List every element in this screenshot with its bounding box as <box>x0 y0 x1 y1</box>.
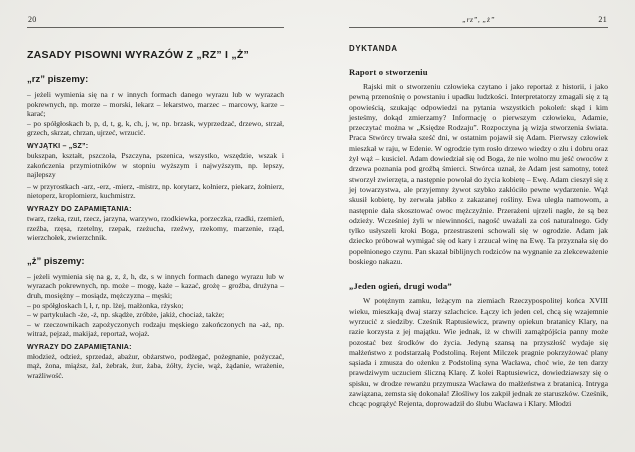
z-remember-list: młodzież, odzież, sprzedaż, abażur, obżarstwo, podżegać, pożegnanie, pożyczać, mąż, żona, miąższ, żal, żebrak, żur, żaba, żółty, życie, wąż, żądanie, wrażenie, wrażliwość. <box>27 351 284 381</box>
page-number-left: 20 <box>28 15 37 24</box>
page-right <box>349 0 608 452</box>
article-1-body: Rajski mit o stworzeniu człowieka czytano i jako reportaż z historii, i jako pewną przenośnię o powstaniu i upadku ludzkości. Interpretatorzy zmagali się z tą opowieścią, szukając odpowiedzi na pytania wszystkich pokoleń: skąd i kim jesteśmy, dokąd zmierzamy? Informację o pierwszym człowieku, Adamie, przeczytać można w „Księdze Rodzaju”. Rozpoczyna ją wizja stworzenia świata. Praca Stwórcy trwała sześć dni, w ostatnim pojawił się Adam. Pierwszy człowiek mieszkał w raju, w Edenie. W ogrodzie tym rosło drzewo wiedzy o złu i dobru oraz żył wąż – kusiciel. Adam dowiedział się od Boga, że nie wolno mu jeść owoców z drzewa poznania pod groźbą śmierci. Stwórca uznał, że Adam jest samotny, toteż stworzył zwierzęta, a następnie powołał do życia kobietę – Ewę. Adam cieszył się z jej towarzystwa, ale przyjemny żywot szybko zakłóciło pewne wydarzenie. Wąż skusił kobietę, by zerwała jabłko z zakazanej rośliny. Ewa uległa namowom, a następnie dała skosztować owoc mężczyźnie. Przerażeni ujrzeli nagle, że są bez odzieży. Wcześniej żyli w niewinności, nagość uważali za coś naturalnego. Gdy tylko usłyszeli kroki Boga, przestraszeni schowali się w ogrodzie. Adam jak dziecko próbował wymigać się od kary i zrzucał winę na Ewę. Ta przyznała się do popełnionego czynu. Pan skazał biblijnych rodziców na wygnanie za zlekceważenie boskiego nakazu. <box>349 82 608 267</box>
rz-rule-1: – jeżeli wymienia się na r w innych formach danego wyrazu lub w wyrazach pokrewnych, np. morze – morski, lekarz – lekarstwo, marzec – marcowy, karze – karać; <box>27 90 284 119</box>
rz-remember-label: WYRAZY DO ZAPAMIĘTANIA: <box>27 204 132 213</box>
running-header-title: „rz”, „ż” <box>462 15 495 24</box>
z-rule-2: – po spółgłoskach l, ł, r, np. lżej, małżonka, rżysko; <box>27 300 184 310</box>
page-right-running-head <box>349 13 608 28</box>
rz-exceptions-label: WYJĄTKI – „SZ”: <box>27 141 89 150</box>
chapter-title: ZASADY PISOWNI WYRAZÓW Z „RZ” I „Ż” <box>27 49 250 61</box>
page-left-running-head <box>27 13 284 28</box>
rz-rule-2: – po spółgłoskach b, p, d, t, g, k, ch, j, w, np. brzask, wyprzedzać, drzewo, strzał, grzech, skrzat, chrzan, ujrzeć, wrzucić. <box>27 118 284 138</box>
page-number-right: 21 <box>598 15 607 24</box>
article-2-title: „Jeden ogień, drugi woda” <box>349 281 452 292</box>
page-left <box>27 0 284 452</box>
z-remember-label: WYRAZY DO ZAPAMIĘTANIA: <box>27 342 132 351</box>
dyktanda-heading: DYKTANDA <box>349 44 398 53</box>
z-rule-4: – w rzeczownikach zapożyczonych rodzaju męskiego zakończonych na -aż, np. witraż, pejzaż, makijaż, reportaż, wojaż. <box>27 319 284 339</box>
z-rule-1: – jeżeli wymienia się na g, z, ź, h, dz, s w innych formach danego wyrazu lub w wyrazach pokrewnych, np. może – mogę, każe – kazać, grożę – groźba, drużyna – druh, mosiężny – mosiądz, mężczyzna – męski; <box>27 271 284 300</box>
rz-section-heading: „rz” piszemy: <box>27 74 89 85</box>
rz-rule-3: – w przyrostkach -arz, -erz, -mierz, -mistrz, np. korytarz, kołnierz, piekarz, żołnierz, nietoperz, kroplomierz, kuchmistrz. <box>27 181 284 201</box>
article-2-body: W potężnym zamku, leżącym na ziemiach Rzeczypospolitej końca XVIII wieku, mieszkają dwaj starzy szlachcice. Łączy ich jeden cel, chcą się wzajemnie wyrzucić z siedziby. Cześnik Raptusiewicz, prawny opiekun bratanicy Klary, na razie korzysta z jej majątku. Wie jednak, iż w chwili zamążpójścia panny może pozostać bez środków do życia. Jedyną szansą na przyszłość wydaje się małżeństwo z podstarzałą Podstoliną. Rejent Milczek pragnie pokrzyżować plany sąsiada i zmusza do ożenku z Podstoliną syna Wacława, choć wie, że ten darzy prawdziwym uczuciem śliczną Klarę. Z kolei Raptusiewicz, dowiedziawszy się o spisku, w drodze rewanżu przymusza Wacława do małżeństwa z bratanicą. Intryga zawiązana, zemsta się dokonała! Złośliwy los zakpił jednak ze staruszków. Cześnik, chcąc pogrążyć Rejenta, doprowadził do ślubu Wacława i Klary. Młodzi <box>349 296 608 409</box>
rz-remember-list: twarz, rzeka, rzut, rzecz, jarzyna, warzywo, rzodkiewka, porzeczka, rzadki, rzemień, rzeźba, rzęsa, rzetelny, rzepak, rzeżucha, rzeźwy, rzekomy, marzenie, rząd, wierzchołek, zwierzchnik. <box>27 213 284 243</box>
z-section-heading: „ż” piszemy: <box>27 255 85 267</box>
article-1-title: Raport o stworzeniu <box>349 67 428 77</box>
rz-exceptions-list: bukszpan, kształt, pszczoła, Pszczyna, pszenica, wszystko, wszędzie, wszak i zakończenia przymiotników w stopniu wyższym i najwyższym, np. lepszy, najlepszy <box>27 150 284 180</box>
z-rule-3: – w partykułach -że, -ż, np. skądże, zróbże, jakiż, chociaż, także; <box>27 310 225 320</box>
